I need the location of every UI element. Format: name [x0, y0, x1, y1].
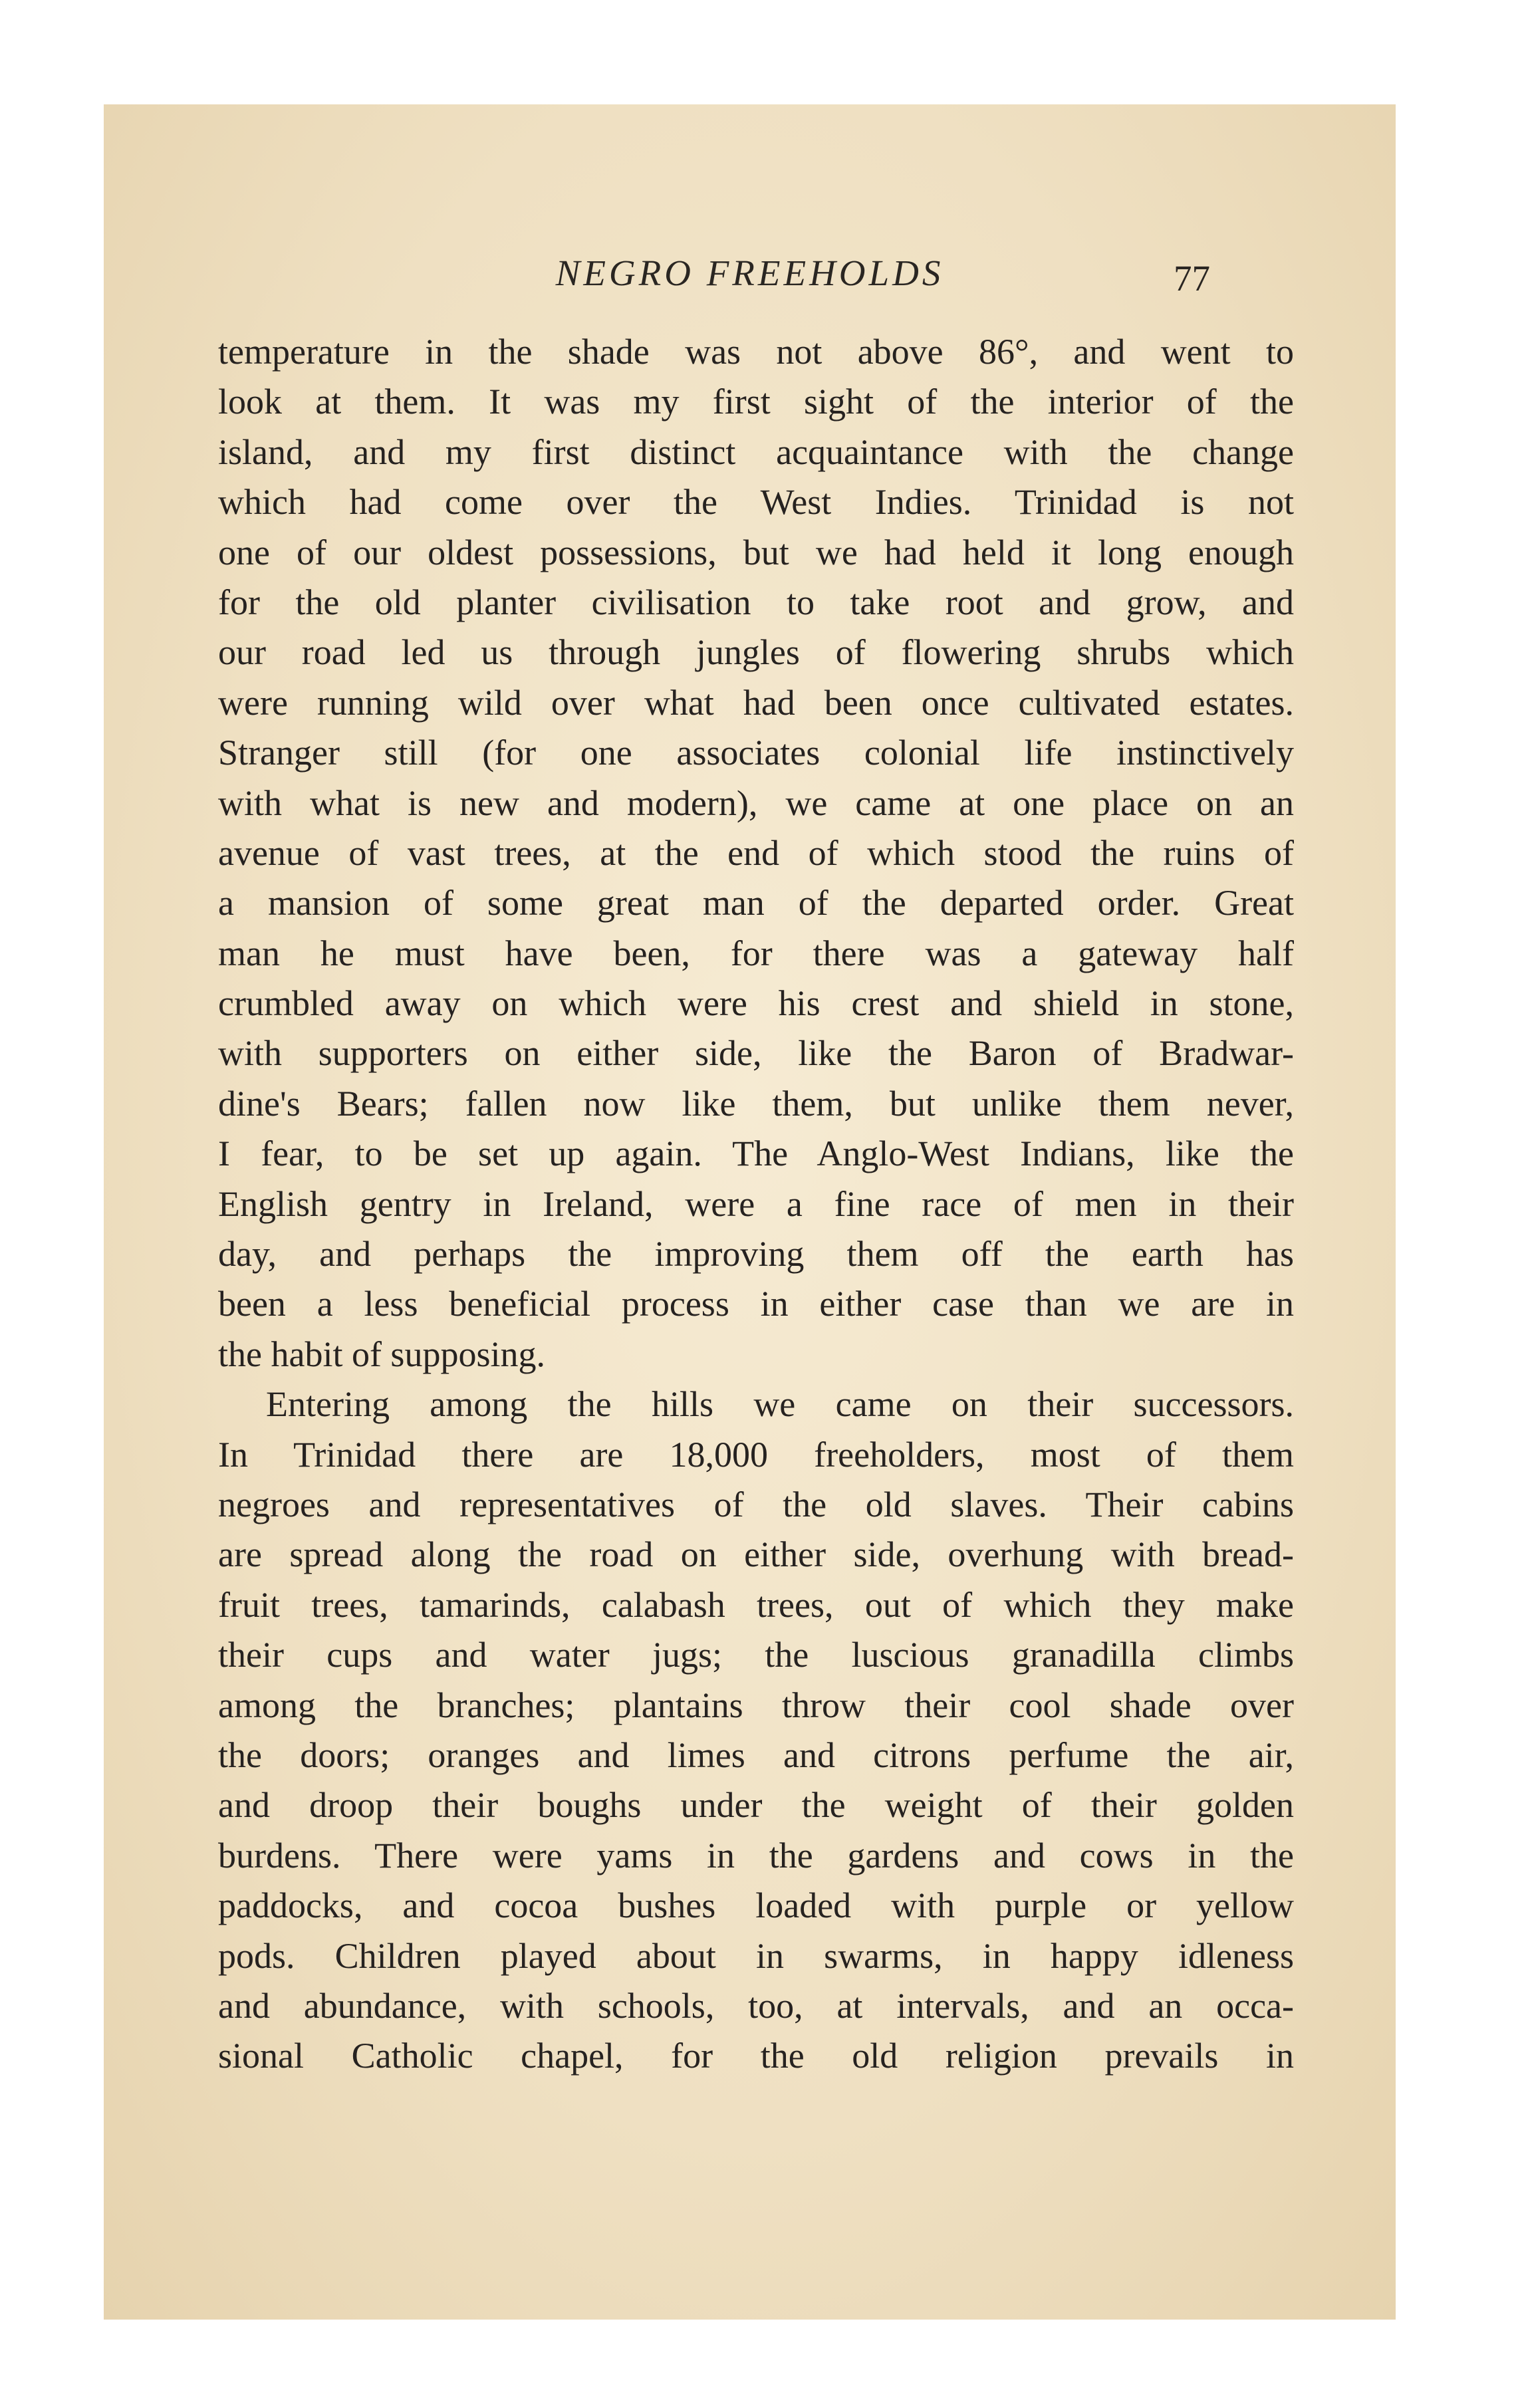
text-line: burdens. There were yams in the gardens and cows in the — [218, 1835, 1294, 1875]
text-line: dine's Bears; fallen now like them, but unlike them never, — [218, 1083, 1294, 1124]
text-line: temperature in the shade was not above 86°, and went to — [218, 332, 1294, 372]
text-line: Stranger still (for one associates colonial life instinctively — [218, 733, 1294, 773]
text-line: negroes and representatives of the old slaves. Their cabins — [218, 1484, 1294, 1524]
page-number: 77 — [1174, 258, 1210, 299]
text-line: pods. Children played about in swarms, in happy idleness — [218, 1935, 1294, 1976]
text-line: their cups and water jugs; the luscious granadilla climbs — [218, 1635, 1294, 1675]
text-line: which had come over the West Indies. Trinidad is not — [218, 482, 1294, 523]
body-text — [218, 327, 1294, 2082]
text-line: for the old planter civilisation to take root and grow, and — [218, 582, 1294, 622]
text-line: look at them. It was my first sight of the interior of the — [218, 382, 1294, 422]
text-line: were running wild over what had been once cultivated estates. — [218, 682, 1294, 723]
paragraph-2 — [218, 1380, 1294, 2081]
running-title: NEGRO FREEHOLDS — [555, 253, 944, 293]
text-line: with what is new and modern), we came at one place on an — [218, 783, 1294, 823]
page-header — [104, 252, 1396, 312]
text-line: Entering among the hills we came on their successors. — [266, 1384, 1294, 1425]
text-line: English gentry in Ireland, were a fine race of men in their — [218, 1183, 1294, 1224]
text-line: the doors; oranges and limes and citrons perfume the air, — [218, 1735, 1294, 1775]
text-line: In Trinidad there are 18,000 freeholders, most of them — [218, 1434, 1294, 1475]
text-line: crumbled away on which were his crest and shield in stone, — [218, 983, 1294, 1024]
text-line: fruit trees, tamarinds, calabash trees, out of which they make — [218, 1584, 1294, 1625]
text-line: man he must have been, for there was a gateway half — [218, 933, 1294, 973]
text-line: avenue of vast trees, at the end of which stood the ruins of — [218, 832, 1294, 873]
paragraph-1 — [218, 327, 1294, 1380]
text-line: and abundance, with schools, too, at intervals, and an occa- — [218, 1985, 1294, 2026]
text-line: sional Catholic chapel, for the old religion prevails in — [218, 2036, 1294, 2076]
scanned-page — [104, 104, 1396, 2320]
text-line: and droop their boughs under the weight of their golden — [218, 1785, 1294, 1826]
text-line: one of our oldest possessions, but we had held it long enough — [218, 532, 1294, 572]
text-line: are spread along the road on either side, overhung with bread- — [218, 1534, 1294, 1575]
text-line: with supporters on either side, like the Baron of Bradwar- — [218, 1033, 1294, 1074]
text-line: island, and my first distinct acquaintance with the change — [218, 431, 1294, 472]
text-line: day, and perhaps the improving them off the earth has — [218, 1234, 1294, 1274]
text-line: among the branches; plantains throw their cool shade over — [218, 1685, 1294, 1725]
text-line: the habit of supposing. — [218, 1334, 545, 1374]
text-line: been a less beneficial process in either case than we are in — [218, 1284, 1294, 1324]
text-line: I fear, to be set up again. The Anglo-West Indians, like the — [218, 1134, 1294, 1174]
text-line: a mansion of some great man of the departed order. Great — [218, 883, 1294, 923]
text-line: our road led us through jungles of flowering shrubs which — [218, 632, 1294, 673]
text-line: paddocks, and cocoa bushes loaded with purple or yellow — [218, 1885, 1294, 1926]
